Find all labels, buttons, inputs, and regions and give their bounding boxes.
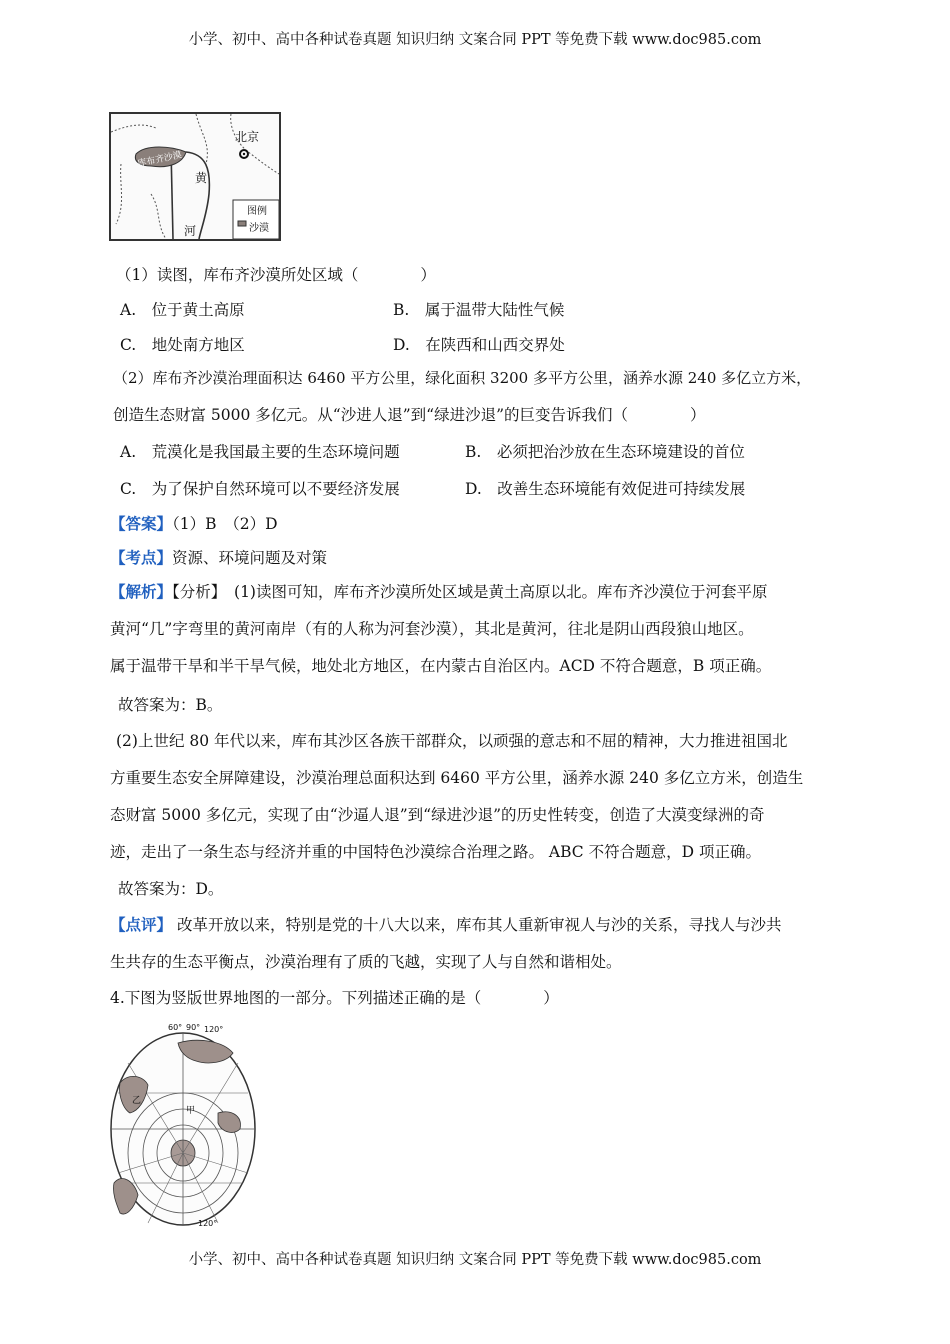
- q2-option-a: A. 荒漠化是我国最主要的生态环境问题: [120, 443, 400, 461]
- answer-text: （1）B （2）D: [172, 515, 278, 533]
- page-footer: 小学、初中、高中各种试卷真题 知识归纳 文案合同 PPT 等免费下载 www.doc985.com: [188, 1252, 762, 1268]
- q1-option-b: B. 属于温带大陆性气候: [393, 301, 565, 319]
- analysis-line4: 故答案为：B。: [118, 696, 223, 714]
- legend-item-desert: 沙漠: [249, 223, 269, 234]
- page-header: 小学、初中、高中各种试卷真题 知识归纳 文案合同 PPT 等免费下载 www.doc985.com: [188, 32, 762, 48]
- review-line2: 生共存的生态平衡点，沙漠治理有了质的飞越，实现了人与自然和谐相处。: [110, 953, 622, 971]
- desert-label: 库布齐沙漠: [136, 150, 183, 170]
- map2-label-jia: 甲: [186, 1106, 196, 1116]
- map2-label-60: 60°: [168, 1023, 183, 1032]
- q1-option-c: C. 地处南方地区: [120, 336, 245, 354]
- analysis-line3: 属于温带干旱和半干旱气候，地处北方地区，在内蒙古自治区内。ACD 不符合题意，B 项正确。: [110, 657, 772, 675]
- analysis-line7: 态财富 5000 多亿元，实现了由“沙逼人退”到“绿进沙退”的历史性转变，创造了大漠变绿洲的奇: [110, 806, 765, 824]
- q2-option-c: C. 为了保护自然环境可以不要经济发展: [120, 480, 400, 498]
- vertical-world-map: [108, 1023, 258, 1229]
- river-label-1: 黄: [195, 171, 208, 185]
- legend-title: 图例: [247, 206, 267, 217]
- river-label-2: 河: [184, 224, 197, 238]
- q2-option-b: B. 必须把治沙放在生态环境建设的首位: [465, 443, 745, 461]
- kubuqi-desert-map: [109, 112, 281, 241]
- map2-label-90: 90°: [186, 1023, 201, 1032]
- review-tag: 【点评】: [110, 915, 173, 934]
- q2-option-d: D. 改善生态环境能有效促进可持续发展: [465, 480, 746, 498]
- q1-option-d: D. 在陕西和山西交界处: [393, 336, 565, 354]
- analysis-line1: [110, 580, 767, 602]
- beijing-label: 北京: [235, 130, 260, 144]
- point-text: 资源、环境问题及对策: [172, 549, 328, 567]
- q2-stem-line1: （2）库布齐沙漠治理面积达 6460 平方公里，绿化面积 3200 多平方公里，涵养水源 240 多亿立方米，: [113, 369, 812, 387]
- analysis-text-1: 【分析】 (1)读图可知，库布齐沙漠所处区域是黄土高原以北。库布齐沙漠位于河套平原: [172, 583, 768, 601]
- q1-stem: （1）读图，库布齐沙漠所处区域（ ）: [116, 266, 436, 284]
- map2-label-120-bottom: 120°: [198, 1219, 218, 1228]
- review-line1: [110, 913, 781, 935]
- q1-option-a: A. 位于黄土高原: [120, 301, 245, 319]
- analysis-line6: 方重要生态安全屏障建设，沙漠治理总面积达到 6460 平方公里，涵养水源 240 多亿立方米，创造生: [110, 769, 804, 787]
- point-tag: 【考点】: [110, 548, 173, 567]
- q2-stem-line2: 创造生态财富 5000 多亿元。从“沙进人退”到“绿进沙退”的巨变告诉我们（ ）: [113, 406, 706, 424]
- point-line: [110, 546, 327, 568]
- analysis-tag: 【解析】: [110, 582, 173, 601]
- map2-label-yi: 乙: [132, 1096, 142, 1106]
- q4-stem: 4.下图为竖版世界地图的一部分。下列描述正确的是（ ）: [110, 989, 559, 1007]
- answer-line: [110, 512, 278, 534]
- analysis-line5: (2)上世纪 80 年代以来，库布其沙区各族干部群众，以顽强的意志和不屈的精神，大力推进祖国北: [116, 732, 788, 750]
- analysis-line9: 故答案为：D。: [118, 880, 224, 898]
- analysis-line8: 迹，走出了一条生态与经济并重的中国特色沙漠综合治理之路。 ABC 不符合题意，D 项正确。: [110, 843, 761, 861]
- review-text-1: 改革开放以来，特别是党的十八大以来，库布其人重新审视人与沙的关系，寻找人与沙共: [172, 916, 782, 934]
- map2-label-120-top: 120°: [204, 1025, 224, 1034]
- world-map-drawing: [108, 1023, 258, 1229]
- analysis-line2: 黄河“几”字弯里的黄河南岸（有的人称为河套沙漠），其北是黄河，往北是阴山西段狼山地区。: [110, 620, 754, 638]
- answer-tag: 【答案】: [110, 514, 173, 533]
